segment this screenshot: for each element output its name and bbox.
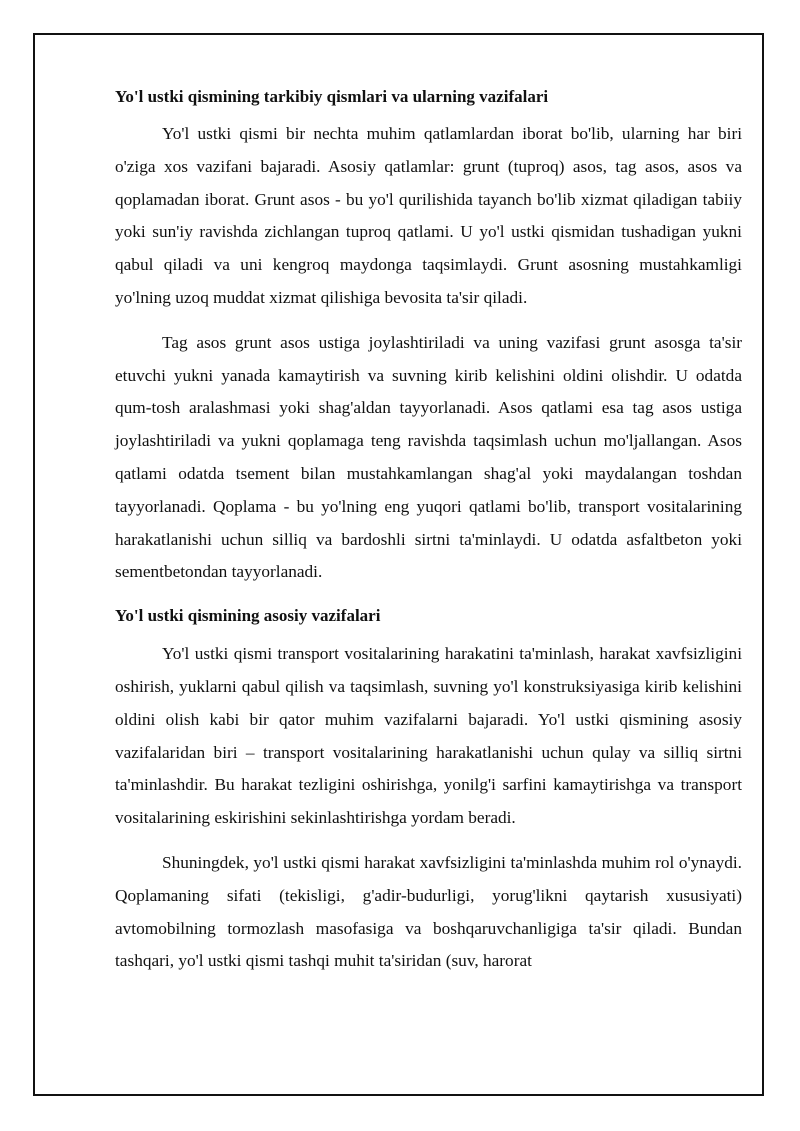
section-heading-components: Yo'l ustki qismining tarkibiy qismlari va ularning vazifalari — [115, 87, 549, 106]
section-heading-functions: Yo'l ustki qismining asosiy vazifalari — [115, 606, 381, 626]
document-body — [115, 85, 742, 990]
paragraph-main-functions: Yo'l ustki qismi transport vositalarining harakatini ta'minlash, harakat xavfsizligini oshirish, yuklarni qabul qilish va taqsimlash, suvning yo'l konstruksiyasiga kirib kelishini oldini olish kabi bir qator muhim vazifalarni bajaradi. Yo'l ustki qismining asosiy vazifalaridan biri – transport vositalarining harakatlanishi uchun qulay va silliq sirtni ta'minlashdir. Bu harakat tezligini oshirishga, yonilg'i sarfini kamaytirishga va transport vositalarining eskirishini sekinlashtirishga yordam beradi. — [115, 644, 742, 828]
paragraph-layers-overview: Yo'l ustki qismi bir nechta muhim qatlamlardan iborat bo'lib, ularning har biri o'ziga xos vazifani bajaradi. Asosiy qatlamlar: grunt (tuproq) asos, tag asos, asos va qoplamadan iborat. Grunt asos - bu yo'l qurilishida tayanch bo'lib xizmat qiladigan tabiiy yoki sun'iy ravishda zichlangan tuproq qatlami. U yo'l ustki qismidan tushadigan yukni qabul qiladi va uni kengroq maydonga taqsimlaydi. Grunt asosning mustahkamligi yo'lning uzoq muddat xizmat qilishiga bevosita ta'sir qiladi. — [115, 124, 742, 307]
paragraph-traffic-safety: Shuningdek, yo'l ustki qismi harakat xavfsizligini ta'minlashda muhim rol o'ynaydi. Qoplamaning sifati (tekisligi, g'adir-budurligi, yorug'likni qaytarish xususiyati) avtomobilning tormozlash masofasiga va boshqaruvchanligiga ta'sir qiladi. Bundan tashqari, yo'l ustki qismi tashqi muhit ta'siridan (suv, harorat — [115, 852, 742, 971]
paragraph-base-and-surface: Tag asos grunt asos ustiga joylashtiriladi va uning vazifasi grunt asosga ta'sir etuvchi yukni yanada kamaytirish va suvning kirib kelishini oldini olishdir. U odatda qum-tosh aralashmasi yoki shag'aldan tayyorlanadi. Asos qatlami esa tag asos ustiga joylashtiriladi va yukni qoplamaga teng ravishda taqsimlash uchun mo'ljallangan. Asos qatlami odatda tsement bilan mustahkamlangan shag'al yoki maydalangan toshdan tayyorlanadi. Qoplama - bu yo'lning eng yuqori qatlami bo'lib, transport vositalarining harakatlanishi uchun silliq va bardoshli sirtni ta'minlaydi. U odatda asfaltbeton yoki sementbetondan tayyorlanadi. — [115, 332, 742, 582]
